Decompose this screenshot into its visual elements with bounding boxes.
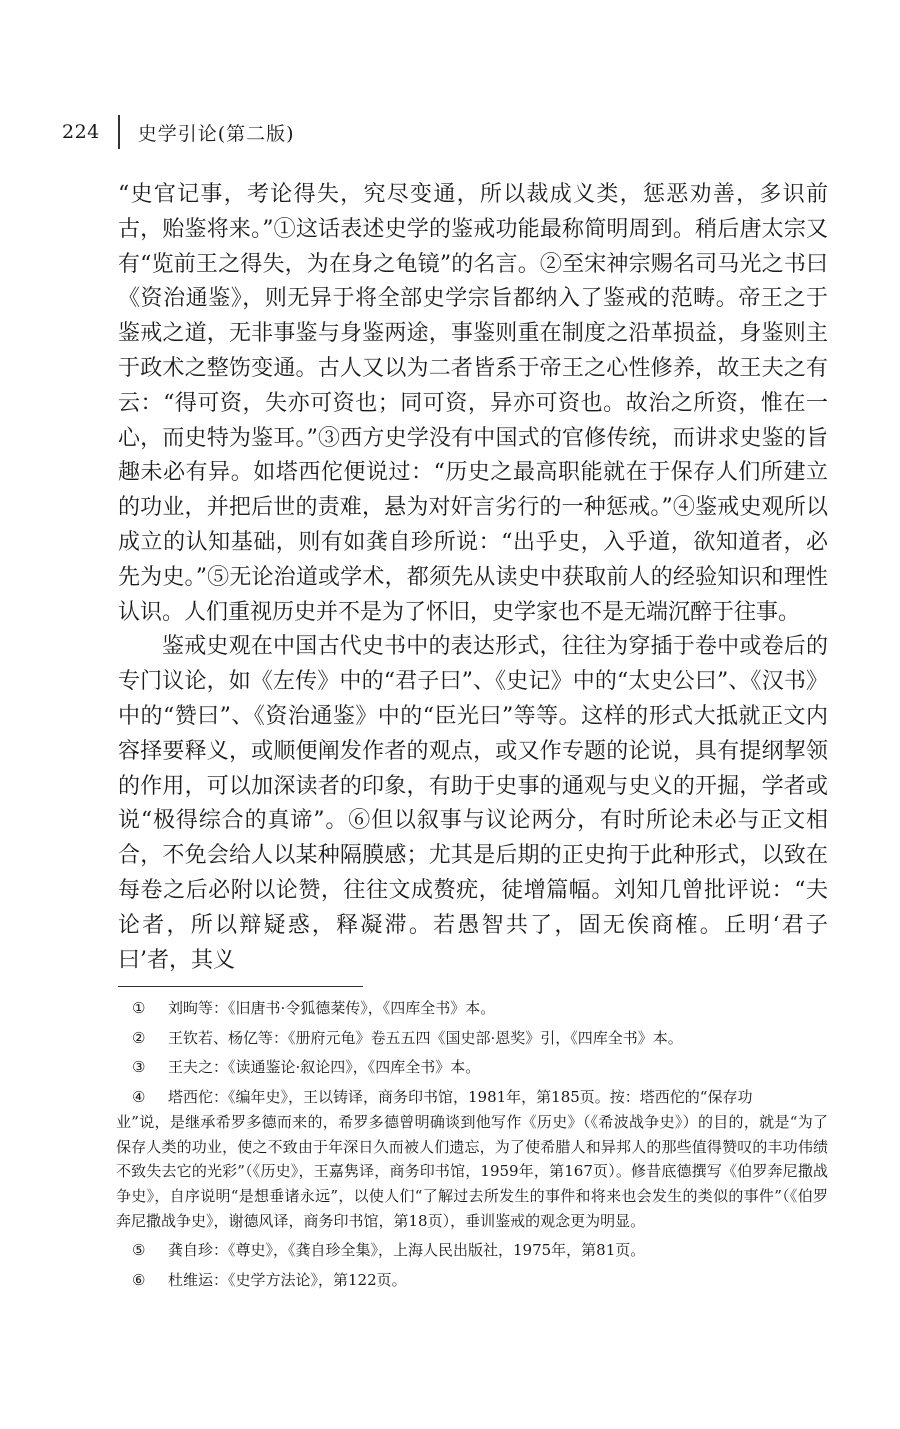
- footnote-mark: ⑥: [132, 1271, 146, 1290]
- footnote-text: 塔西佗：《编年史》，王以铸译，商务印书馆，1981年，第185页。按：塔西佗的“保存功: [168, 1088, 753, 1107]
- header-divider: [118, 115, 120, 149]
- footnote-rule: [118, 986, 363, 987]
- footnote-3: [132, 1055, 828, 1080]
- footnote-6: [132, 1268, 828, 1293]
- footnote-mark: ⑤: [132, 1241, 146, 1260]
- footnote-4: [116, 1085, 828, 1233]
- footnote-text-continued: 业”说，是继承希罗多德而来的，希罗多德曾明确谈到他写作《历史》（《希波战争史》）的目的，就是“为了保存人类的功业，使之不致由于年深日久而被人们遗忘，为了使希腊人和异邦人的那些值得赞叹的丰功伟绩不致失去它的光彩”（《历史》，王嘉隽译，商务印书馆，1959年，第167页）。修昔底德撰写《伯罗奔尼撒战争史》，自序说明“是想垂诸永远”，以使人们“了解过去所发生的事件和将来也会发生的类似的事件”（《伯罗奔尼撒战争史》，谢德风译，商务印书馆，第18页），垂训鉴戒的观念更为明显。: [116, 1112, 828, 1230]
- footnote-mark: ①: [132, 999, 146, 1017]
- paragraph-2: 鉴戒史观在中国古代史书中的表达形式，往往为穿插于卷中或卷后的专门议论，如《左传》中的“君子曰”、《史记》中的“太史公曰”、《汉书》中的“赞曰”、《资治通鉴》中的“臣光曰”等等。这样的形式大抵就正文内容择要释义，或顺便阐发作者的观点，或又作专题的论说，具有提纲挈领的作用，可以加深读者的印象，有助于史事的通观与史义的开掘，学者或说“极得综合的真谛”。⑥但以叙事与议论两分，有时所论未必与正文相合，不免会给人以某种隔膜感；尤其是后期的正史拘于此种形式，以致在每卷之后必附以论赞，往往文成赘疣，徒增篇幅。刘知几曾批评说：“夫论者，所以辩疑惑，释凝滞。若愚智共了，固无俟商榷。丘明‘君子曰’者，其义: [118, 634, 828, 973]
- page-number: 224: [62, 121, 100, 143]
- footnote-mark: ③: [132, 1058, 146, 1077]
- footnote-5: [132, 1238, 828, 1263]
- footnote-2: [132, 1026, 828, 1051]
- footnote-mark: ②: [132, 1028, 146, 1047]
- footnote-mark: ④: [132, 1088, 146, 1107]
- body-text: [118, 178, 828, 978]
- paragraph-1: “史官记事，考论得失，究尽变通，所以裁成义类，惩恶劝善，多识前古，贻鉴将来。”①这话表述史学的鉴戒功能最称简明周到。稍后唐太宗又有“览前王之得失，为在身之龟镜”的名言。②至宋神宗赐名司马光之书曰《资治通鉴》，则无异于将全部史学宗旨都纳入了鉴戒的范畴。帝王之于鉴戒之道，无非事鉴与身鉴两途，事鉴则重在制度之沿革损益，身鉴则主于政术之整饬变通。古人又以为二者皆系于帝王之心性修养，故王夫之有云：“得可资，失亦可资也；同可资，异亦可资也。故治之所资，惟在一心，而史特为鉴耳。”③西方史学没有中国式的官修传统，而讲求史鉴的旨趣未必有异。如塔西佗便说过：“历史之最高职能就在于保存人们所建立的功业，并把后世的责难，悬为对奸言劣行的一种惩戒。”④鉴戒史观所以成立的认知基础，则有如龚自珍所说：“出乎史，入乎道，欲知道者，必先为史。”⑤无论治道或学术，都须先从读史中获取前人的经验知识和理性认识。人们重视历史并不是为了怀旧，史学家也不是无端沉醉于往事。: [118, 182, 828, 625]
- footnote-text: 王钦若、杨亿等：《册府元龟》卷五五四《国史部·恩奖》引，《四库全书》本。: [168, 1028, 683, 1047]
- running-header: [62, 112, 295, 152]
- footnote-text: 杜维运：《史学方法论》，第122页。: [168, 1271, 407, 1290]
- footnote-text: 龚自珍：《尊史》，《龚自珍全集》，上海人民出版社，1975年，第81页。: [168, 1241, 646, 1260]
- book-title: 史学引论(第二版): [137, 122, 295, 145]
- footnote-text: 刘昫等：《旧唐书·令狐德棻传》，《四库全书》本。: [168, 999, 496, 1017]
- footnote-text: 王夫之：《读通鉴论·叙论四》，《四库全书》本。: [168, 1058, 481, 1077]
- footnote-1: [132, 996, 828, 1021]
- footnotes: [116, 996, 828, 1298]
